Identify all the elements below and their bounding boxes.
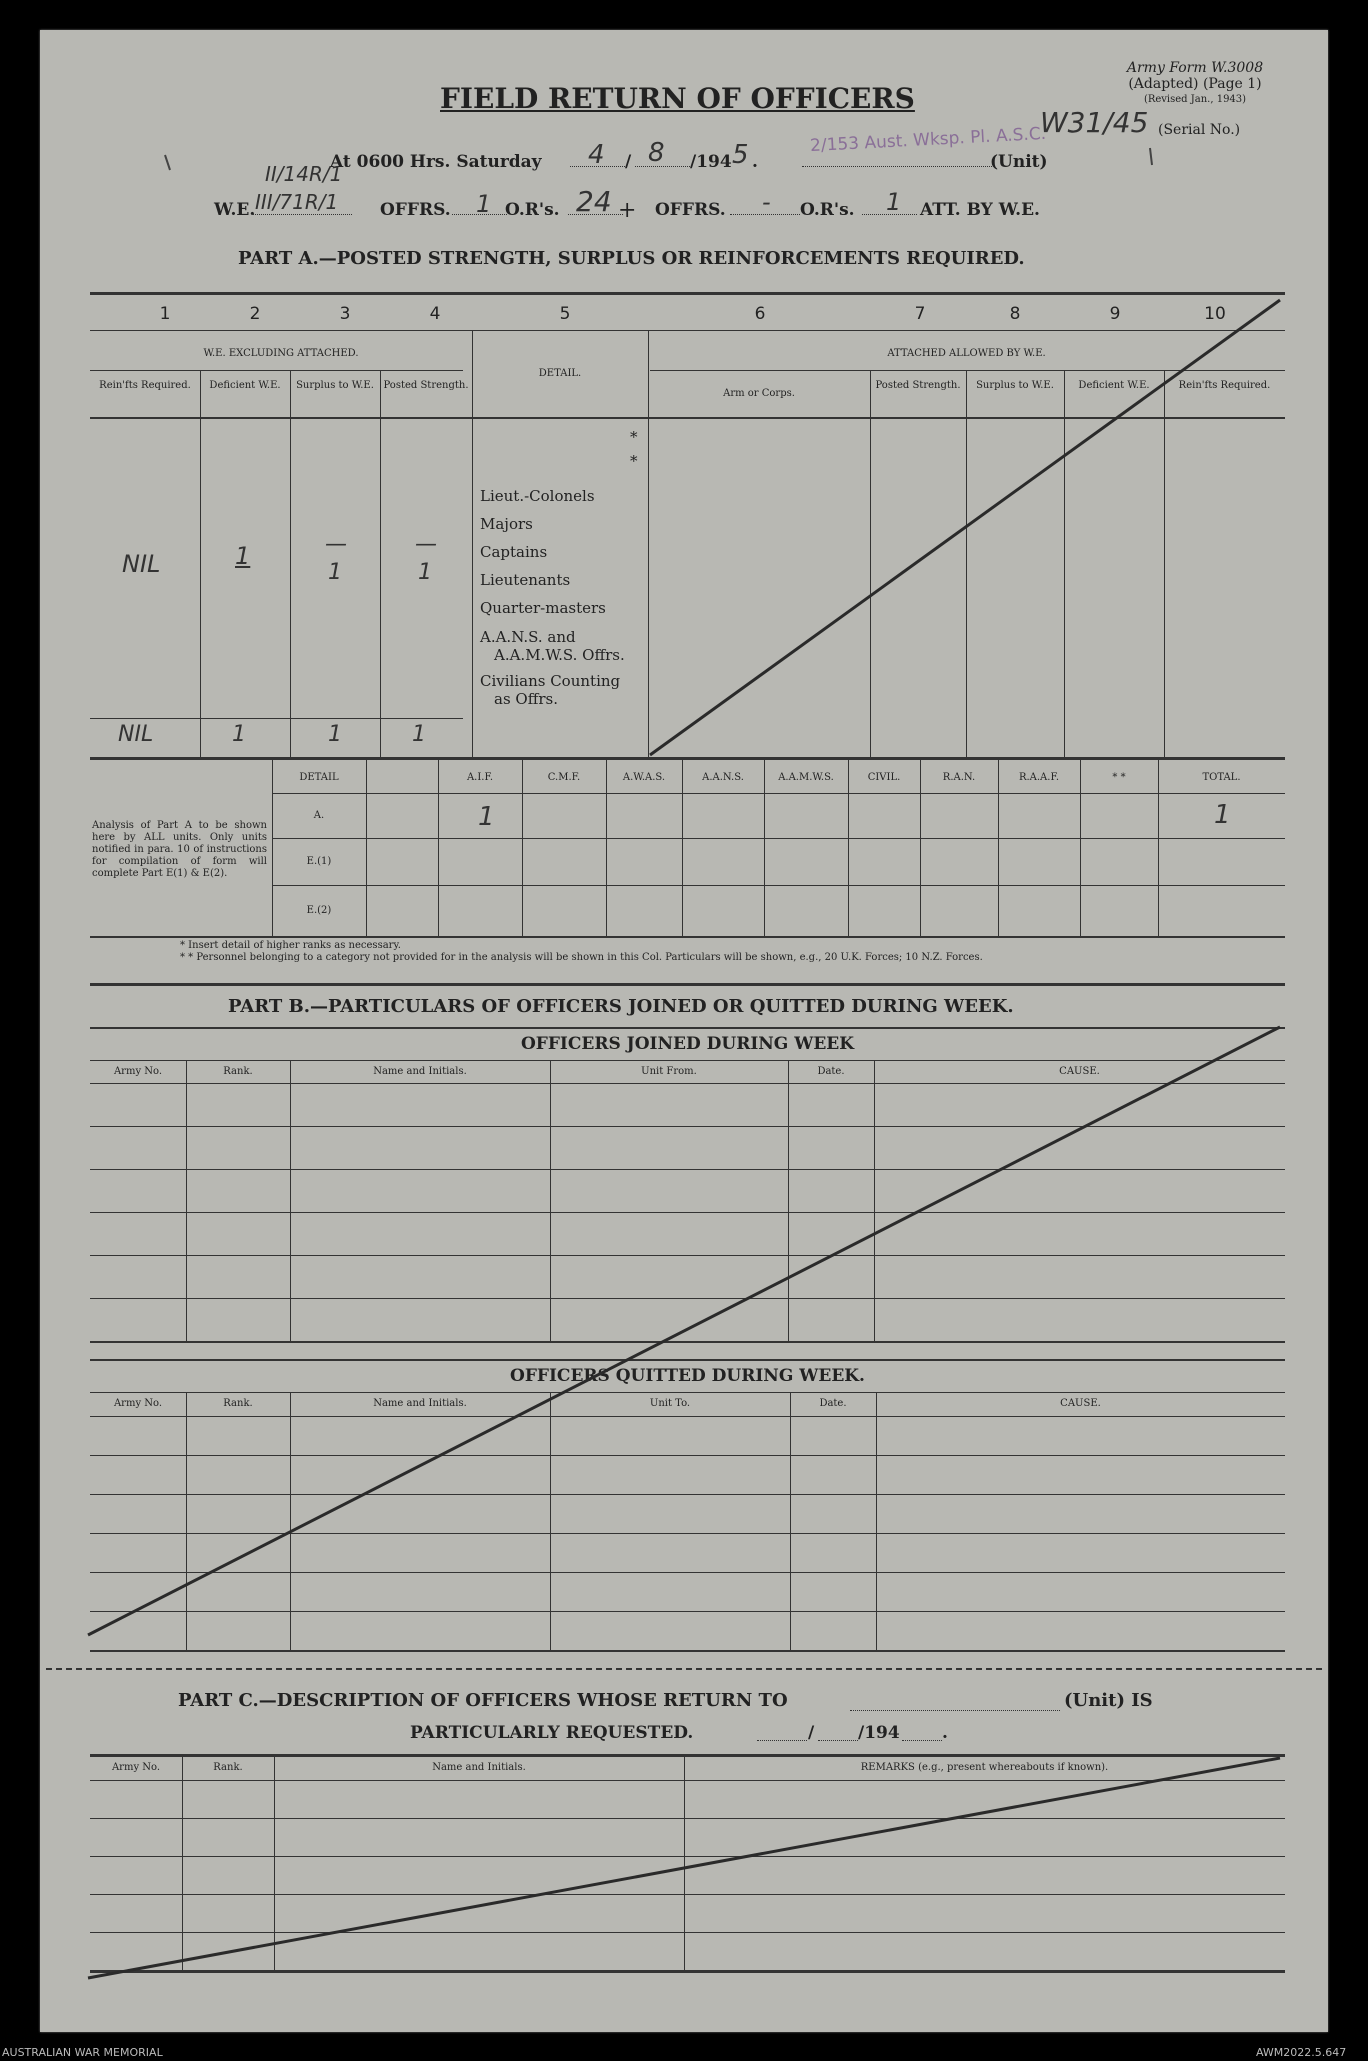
rank-lieutenants: Lieutenants: [480, 571, 571, 589]
footer-right: AWM2022.5.647: [1256, 2046, 1347, 2059]
form-number: Army Form W.3008: [1126, 60, 1264, 76]
rank-lt-col: Lieut.-Colonels: [480, 487, 595, 505]
an-hdr-civil: CIVIL.: [867, 772, 901, 783]
hw-nil: NIL: [122, 550, 161, 578]
joined-hdr-name: Name and Initials.: [373, 1066, 467, 1077]
hdr-att-posted: Posted Strength.: [875, 380, 961, 391]
col-num-9: 9: [1109, 304, 1121, 324]
an-hdr-aif: A.I.F.: [466, 772, 494, 783]
an-hdr-detail: DETAIL: [299, 772, 339, 783]
star-2: *: [630, 452, 638, 470]
footer-left: AUSTRALIAN WAR MEMORIAL: [2, 2046, 163, 2059]
footnote-2: * * Personnel belonging to a category not provided for in the analysis will be shown in this Col. Particulars will be shown, e.g., 20 U.K. Forces; 10 N.Z. Forces.: [180, 952, 983, 963]
hdr-posted: Posted Strength.: [383, 380, 469, 391]
quitted-hdr-name: Name and Initials.: [373, 1398, 467, 1409]
hdr-deficient: Deficient W.E.: [209, 380, 281, 391]
an-hdr-aamws: A.A.M.W.S.: [778, 772, 834, 783]
form-adapted: (Adapted) (Page 1): [1128, 76, 1262, 92]
hw-total-posted: 1: [412, 722, 426, 747]
an-hdr-aans: A.A.N.S.: [702, 772, 744, 783]
hw-total-nil: NIL: [118, 722, 154, 747]
strike-part-a: [650, 300, 1280, 755]
part-c-year: /194: [858, 1723, 900, 1743]
plus-sign: +: [618, 198, 637, 223]
col-num-8: 8: [1009, 304, 1021, 324]
date-year-hw: 5: [732, 140, 749, 170]
col-num-7: 7: [914, 304, 926, 324]
we-excluding-header: W.E. EXCLUDING ATTACHED.: [203, 348, 359, 359]
at-label: At 0600 Hrs. Saturday: [330, 152, 542, 172]
hw-total-value: 1: [1214, 800, 1231, 830]
partc-hdr-name: Name and Initials.: [432, 1762, 526, 1773]
part-c-requested: PARTICULARLY REQUESTED.: [410, 1723, 694, 1743]
rank-civilians: Civilians Counting: [480, 672, 621, 690]
col-num-6: 6: [754, 304, 766, 324]
rank-aans: A.A.N.S. and: [480, 628, 576, 646]
quitted-title: OFFICERS QUITTED DURING WEEK.: [510, 1366, 865, 1386]
an-hdr-cmf: C.M.F.: [547, 772, 581, 783]
an-hdr-ran: R.A.N.: [942, 772, 976, 783]
partc-hdr-rank: Rank.: [213, 1762, 243, 1773]
date-year-prefix: /194: [690, 152, 732, 172]
an-hdr-awas: A.W.A.S.: [622, 772, 666, 783]
hdr-surplus: Surplus to W.E.: [296, 380, 374, 391]
hw-surplus-dash: —: [325, 532, 347, 557]
part-c-sep: /: [808, 1723, 815, 1743]
offrs-label: OFFRS.: [380, 200, 451, 220]
an-hdr-total: TOTAL.: [1202, 772, 1241, 783]
col-num-10: 10: [1204, 304, 1226, 324]
rank-majors: Majors: [480, 515, 533, 533]
part-c-end: .: [942, 1723, 948, 1743]
hdr-att-reinfts: Rein'fts Required.: [1178, 380, 1271, 391]
hw-deficient: 1: [235, 542, 251, 570]
offrs-value: 1: [476, 190, 492, 218]
hdr-att-deficient: Deficient W.E.: [1078, 380, 1150, 391]
partc-hdr-remarks: REMARKS (e.g., present whereabouts if known).: [860, 1762, 1109, 1773]
an-hdr-other: * *: [1112, 772, 1126, 783]
date-day: 4: [588, 140, 605, 170]
hw-aif-value: 1: [478, 802, 495, 832]
rank-qm: Quarter-masters: [480, 599, 606, 617]
analysis-note: Analysis of Part A to be shown here by ALL units. Only units notified in para. 10 of instructions for compilation of form will complete Part E(1) & E(2).: [92, 820, 267, 879]
rank-captains: Captains: [480, 543, 548, 561]
col-num-4: 4: [429, 304, 441, 324]
we-value: III/71R/1: [255, 190, 339, 214]
hw-posted-dash: —: [415, 532, 437, 557]
strike-part-c: [88, 1758, 1280, 1978]
star-1: *: [630, 428, 638, 446]
quitted-hdr-rank: Rank.: [223, 1398, 253, 1409]
hw-total-deficient: 1: [232, 722, 246, 747]
offrs2-value: -: [762, 188, 771, 216]
offrs2-label: OFFRS.: [655, 200, 726, 220]
col-num-5: 5: [559, 304, 571, 324]
joined-hdr-army-no: Army No.: [113, 1066, 163, 1077]
hdr-att-surplus: Surplus to W.E.: [976, 380, 1054, 391]
joined-hdr-date: Date.: [817, 1066, 845, 1077]
ors-label: O.R's.: [505, 200, 560, 220]
partc-hdr-army-no: Army No.: [111, 1762, 161, 1773]
attached-header: ATTACHED ALLOWED BY W.E.: [887, 348, 1046, 359]
footnote-1: * Insert detail of higher ranks as necessary.: [180, 940, 401, 951]
quitted-hdr-army-no: Army No.: [113, 1398, 163, 1409]
quitted-hdr-cause: CAUSE.: [1060, 1398, 1101, 1409]
strike-part-b: [88, 1027, 1280, 1635]
att-label: ATT. BY W.E.: [920, 200, 1040, 220]
joined-hdr-rank: Rank.: [223, 1066, 253, 1077]
ors2-label: O.R's.: [800, 200, 855, 220]
hw-surplus-one: 1: [328, 560, 342, 585]
ors2-value: 1: [886, 188, 902, 216]
we-label: W.E.: [214, 200, 256, 220]
ors-value: 24: [576, 185, 612, 218]
col-num-1: 1: [159, 304, 171, 324]
part-c-unit: (Unit) IS: [1064, 1690, 1153, 1711]
joined-hdr-cause: CAUSE.: [1059, 1066, 1100, 1077]
page-title: FIELD RETURN OF OFFICERS: [440, 82, 915, 115]
unit-stamp: 2/153 Aust. Wksp. Pl. A.S.C.: [809, 123, 1047, 157]
joined-title: OFFICERS JOINED DURING WEEK: [520, 1034, 855, 1054]
form-page: Army Form W.3008 (Adapted) (Page 1) (Revised Jan., 1943) W31/45 (Serial No.) FIELD RETURN OF OFFICERS At 0600 Hrs. Saturday 4 / 8 /194 5 . 2/153 Aust. Wksp. Pl. A.S.C. (Unit) W.E. II/14R/1 III/71R/1 OFFRS. 1 O.R's. 24 + OFFRS. - O.R's. 1 ATT. BY W.E. PART A.—POSTED STRENGTH, SURPLUS OR REINFORCEMENTS REQUIRED. 1 2 3 4 5 6 7 8 9 10 W.E. EXCLUDING ATTACHED. DETAIL. ATTACHED ALLOWED BY W.E. Rein'fts Required. Deficient W.E. Surplus to W.E. Posted Strength. Arm or Corps. Posted Strength. Surplus to W.E. Deficient W.E. Rein'fts Required. * * Lieut.-Colonels Majors Captains Lieutenants Quarter-masters A.A.N.S. and A.A.M.W.S. Offrs. Civilians Counting as Offrs. NIL 1 — 1 — 1 NIL 1 1 1 Analysis of Part A to be shown here by ALL units. Only units notified in para. 10 of instructions for compilation of form will complete Part E(1) & E(2). DETAIL A.I.F. C.M.F. A.W.A.S. A.A.N.S. A.A.M.W.S. CIVIL. R.A.N. R.A.A.F. * * TOTAL. A. E.(1) E.(2) 1 1 * Insert detail of higher ranks as necessary. * * Personnel belonging to a category not provided for in the analysis will be shown in this Col. Particulars will be shown, e.g., 20 U.K. Forces; 10 N.Z. Forces. PART B.—PARTICULARS OF OFFICERS JOINED OR QUITTED DURING WEEK. OFFICERS JOINED DURING WEEK Army No. Rank. Name and Initials. Unit From. Date. CAUSE. OFFICERS QUITTED DURING WEEK. Army No. Rank. Name and Initials. Unit To. Date. CAUSE. PART C.—DESCRIPTION OF OFFICERS WHOSE RETURN TO (Unit) IS PARTICULARLY REQUESTED. / /194 . Army No. Rank. Name and Initials. REMARKS (e.g., present whereabouts if known).: [40, 30, 1328, 2032]
hdr-arm-corps: Arm or Corps.: [723, 388, 795, 399]
serial-handwritten: W31/45: [1040, 106, 1149, 139]
rank-civilians-2: as Offrs.: [494, 690, 558, 708]
part-b-title: PART B.—PARTICULARS OF OFFICERS JOINED OR QUITTED DURING WEEK.: [228, 996, 1014, 1017]
an-row-a: A.: [313, 810, 325, 821]
part-a-title: PART A.—POSTED STRENGTH, SURPLUS OR REINFORCEMENTS REQUIRED.: [238, 248, 1025, 269]
date-month: 8: [648, 138, 665, 168]
strike-lines: [40, 30, 1328, 2032]
an-hdr-raaf: R.A.A.F.: [1018, 772, 1060, 783]
unit-label: (Unit): [990, 152, 1048, 172]
part-c-title: PART C.—DESCRIPTION OF OFFICERS WHOSE RETURN TO: [178, 1690, 788, 1711]
quitted-hdr-date: Date.: [819, 1398, 847, 1409]
joined-hdr-unit-from: Unit From.: [641, 1066, 697, 1077]
an-row-e2: E.(2): [306, 905, 332, 916]
hw-posted-one: 1: [418, 560, 432, 585]
hdr-reinfts: Rein'fts Required.: [99, 380, 191, 391]
form-revised: (Revised Jan., 1943): [1143, 94, 1247, 105]
we-value-top: II/14R/1: [265, 162, 343, 186]
rank-aamws: A.A.M.W.S. Offrs.: [494, 646, 625, 664]
col-num-2: 2: [249, 304, 261, 324]
serial-label: (Serial No.): [1158, 122, 1241, 138]
col-num-3: 3: [339, 304, 351, 324]
hw-total-surplus: 1: [328, 722, 342, 747]
an-row-e1: E.(1): [306, 856, 332, 867]
detail-header: DETAIL.: [538, 368, 582, 379]
quitted-hdr-unit-to: Unit To.: [649, 1398, 691, 1409]
